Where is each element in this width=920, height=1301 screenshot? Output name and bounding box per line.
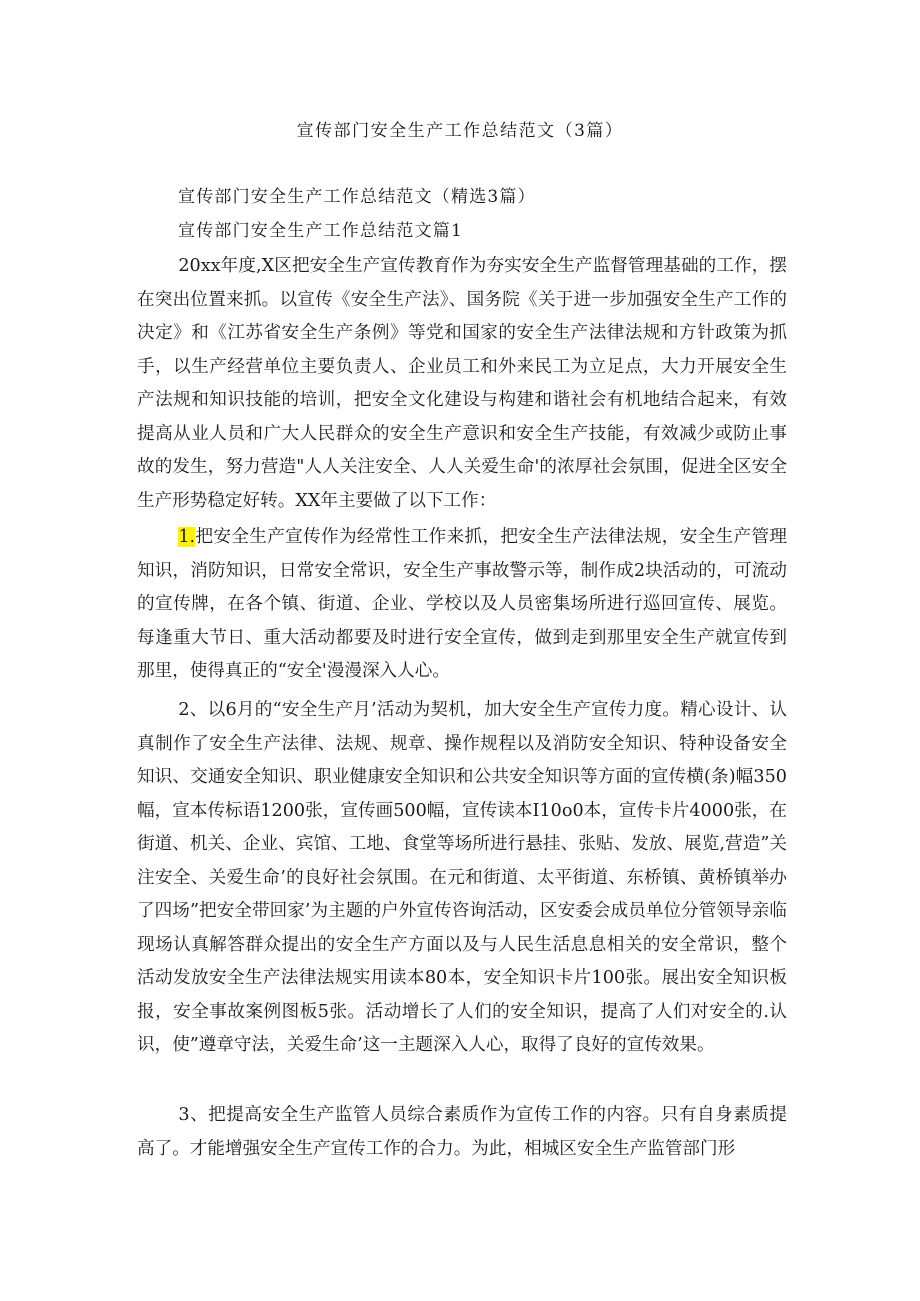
document-subtitle: 宣传部门安全生产工作总结范文（精选3篇） (178, 187, 536, 207)
section-heading: 宣传部门安全生产工作总结范文篇1 (178, 221, 464, 241)
highlighted-item-number: 1. (178, 527, 196, 547)
intro-paragraph: 20xx年度,X区把安全生产宣传教育作为夯实安全生产监督管理基础的工作，摆在突出位置来抓。以宣传《安全生产法》、国务院《关于进一步加强安全生产工作的决定》和《江苏省安全生产条例》等党和国家的安全生产法律法规和方针政策为抓手，以生产经营单位主要负责人、企业员工和外来民工为立足点，大力开展安全生产法规和知识技能的培训，把安全文化建设与构建和谐社会有机地结合起来，有效提高从业人员和广大人民群众的安全生产意识和安全生产技能，有效减少或防止事故的发生，努力营造"人人关注安全、人人关爱生命'的浓厚社会氛围，促进全区安全生产形势稳定好转。XX年主要做了以下工作： (137, 256, 787, 511)
item-2-paragraph: 2、以6月的“安全生产月’活动为契机，加大安全生产宣传力度。精心设计、认真制作了安全生产法律、法规、规章、操作规程以及消防安全知识、特种设备安全知识、交通安全知识、职业健康安全知识和公共安全知识等方面的宣传横(条)幅350幅，宣本传标语1200张，宣传画500幅，宣传读本I10o0本，宣传卡片4000张，在街道、机关、企业、宾馆、工地、食堂等场所进行悬挂、张贴、发放、展览,营造”关注安全、关爱生命’的良好社会氛围。在元和街道、太平街道、东桥镇、黄桥镇举办了四场”把安全带回家’为主题的户外宣传咨询活动，区安委会成员单位分管领导亲临现场认真解答群众提出的安全生产方面以及与人民生活息息相关的安全常识，整个活动发放安全生产法律法规实用读本80本，安全知识卡片100张。展出安全知识板报，安全事故案例图板5张。活动增长了人们的安全知识，提高了人们对安全的.认识，使”遵章守法，关爱生命’这一主题深入人心，取得了良好的宣传效果。 (137, 700, 787, 1055)
item-1-text: 把安全生产宣传作为经常性工作来抓，把安全生产法律法规，安全生产管理知识，消防知识，日常安全常识，安全生产事故警示等，制作成2块活动的，可流动的宣传牌，在各个镇、街道、企业、学校以及人员密集场所进行巡回宣传、展览。每逢重大节日、重大活动都要及时进行安全宣传，做到走到那里安全生产就宣传到那里，使得真正的“安全'漫漫深入人心。 (137, 527, 787, 681)
item-3-paragraph: 3、把提高安全生产监管人员综合素质作为宣传工作的内容。只有自身素质提高了。才能增强安全生产宣传工作的合力。为此，相城区安全生产监管部门形 (137, 1105, 787, 1159)
document-title: 宣传部门安全生产工作总结范文（3篇） (296, 121, 624, 141)
item-1-paragraph (137, 521, 787, 689)
